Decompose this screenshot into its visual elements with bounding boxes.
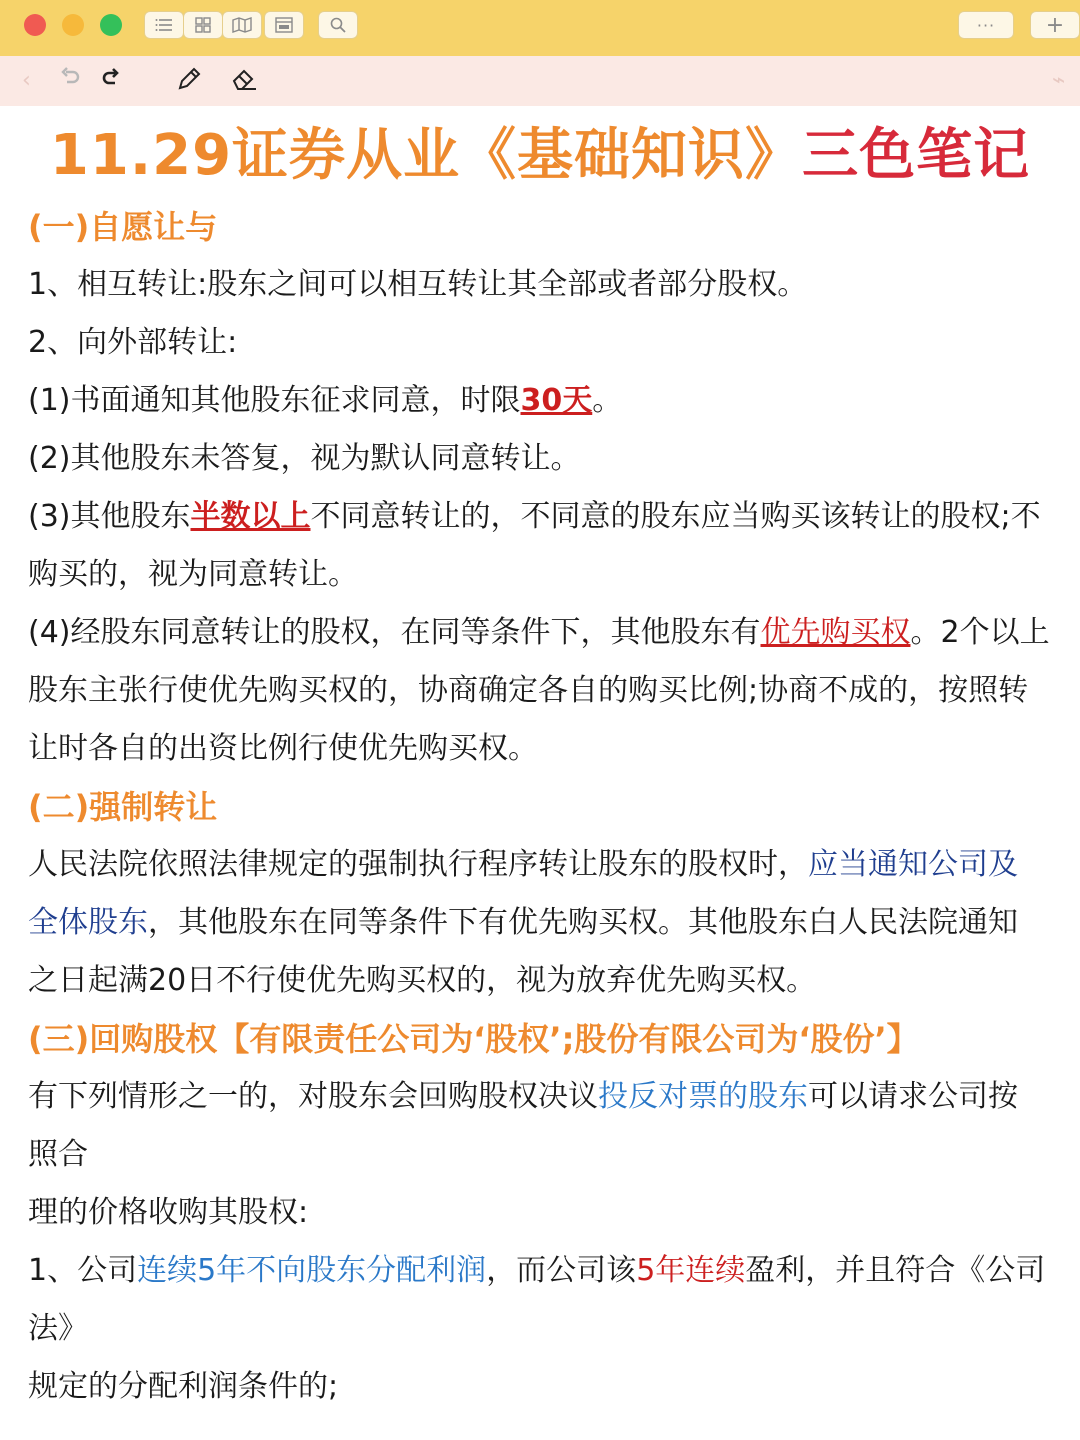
redo-button[interactable] [100, 66, 122, 96]
text-line: 1、相互转让:股东之间可以相互转让其全部或者部分股权。 [28, 267, 808, 302]
text-line: 全体股东，其他股东在同等条件下有优先购买权。其他股东白人民法院通知 [28, 905, 1018, 940]
map-icon [232, 17, 252, 33]
page-title: 11.29证券从业《基础知识》三色笔记 [49, 123, 1031, 188]
eraser-tool-button[interactable] [230, 66, 258, 99]
window-titlebar [0, 0, 1080, 56]
more-icon: ··· [976, 15, 996, 35]
grid-view-button[interactable] [183, 11, 223, 39]
text-line: 法》 [28, 1311, 88, 1346]
text-line: 人民法院依照法律规定的强制执行程序转让股东的股权时，应当通知公司及 [28, 847, 1018, 882]
list-icon [155, 17, 173, 33]
pen-tool-button[interactable] [176, 66, 202, 99]
section-heading: (三)回购股权【有限责任公司为‘股权’;股份有限公司为‘股份’】 [28, 1020, 919, 1058]
text-line: 让时各自的出资比例行使优先购买权。 [28, 731, 538, 766]
window-icon [275, 17, 293, 33]
text-line: 有下列情形之一的，对股东会回购股权决议投反对票的股东可以请求公司按 [28, 1079, 1018, 1114]
section-heading: (二)强制转让 [28, 788, 218, 826]
window-view-button[interactable] [264, 11, 304, 39]
drawing-toolbar [0, 56, 1080, 106]
map-view-button[interactable] [222, 11, 262, 39]
list-view-button[interactable] [144, 11, 184, 39]
text-line: (2)其他股东未答复，视为默认同意转让。 [28, 441, 581, 476]
zoom-window-button[interactable] [100, 14, 122, 36]
back-arrow-icon[interactable]: ‹ [22, 68, 31, 93]
text-line: 1、公司连续5年不向股东分配利润，而公司该5年连续盈利，并且符合《公司 [28, 1253, 1046, 1288]
text-line: (1)书面通知其他股东征求同意，时限30天。 [28, 383, 623, 418]
text-line: (4)经股东同意转让的股权，在同等条件下，其他股东有优先购买权。2个以上 [28, 615, 1050, 650]
text-line: 2、向外部转让: [28, 325, 238, 360]
minimize-window-button[interactable] [62, 14, 84, 36]
undo-button[interactable] [60, 66, 82, 96]
text-line: (3)其他股东半数以上不同意转让的，不同意的股东应当购买该转让的股权;不 [28, 499, 1041, 534]
add-button[interactable] [1030, 11, 1080, 39]
close-window-button[interactable] [24, 14, 46, 36]
text-line: 规定的分配利润条件的; [28, 1369, 339, 1404]
search-button[interactable] [318, 11, 358, 39]
redo-icon [100, 67, 122, 89]
plus-icon: + [1045, 12, 1065, 38]
text-line: 购买的，视为同意转让。 [28, 557, 358, 592]
text-line: 理的价格收购其股权: [28, 1195, 309, 1230]
search-icon [330, 17, 346, 33]
text-line: 照合 [28, 1137, 88, 1172]
more-button[interactable] [958, 11, 1014, 39]
eraser-icon [230, 66, 258, 92]
grid-icon [195, 17, 211, 33]
text-line: 之日起满20日不行使优先购买权的，视为放弃优先购买权。 [28, 963, 817, 998]
options-icon[interactable]: ⌁ [1052, 68, 1066, 93]
text-line: 股东主张行使优先购买权的，协商确定各自的购买比例;协商不成的，按照转 [28, 673, 1029, 708]
pencil-icon [176, 66, 202, 92]
undo-icon [60, 67, 82, 89]
section-heading: (一)自愿让与 [28, 208, 218, 246]
